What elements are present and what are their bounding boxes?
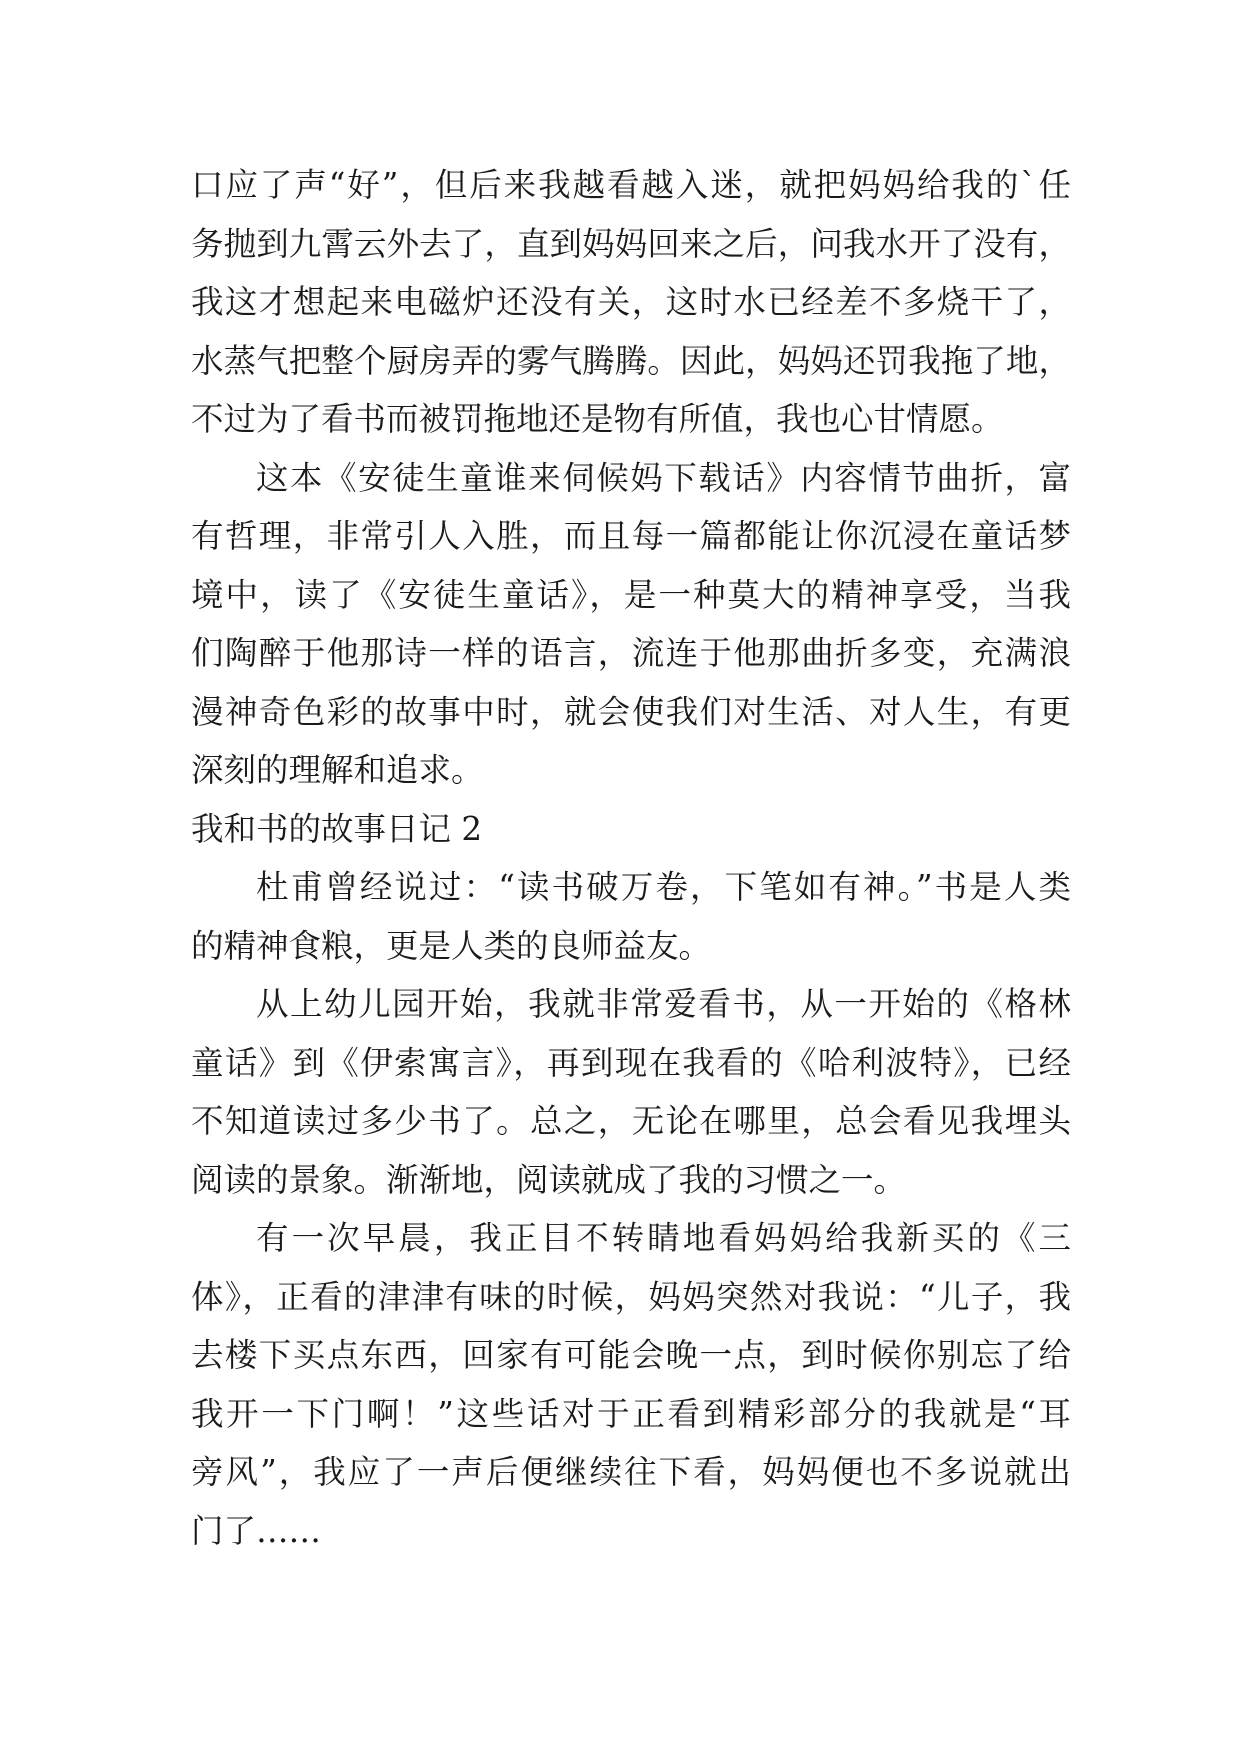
text-line: 有一次早晨，我正目不转睛地看妈妈给我新买的《三 <box>256 1219 1071 1257</box>
text-line: 水蒸气把整个厨房弄的雾气腾腾。因此，妈妈还罚我拖了地， <box>191 341 1071 380</box>
text-line: 们陶醉于他那诗一样的语言，流连于他那曲折多变，充满浪 <box>191 634 1071 672</box>
text-line: 童话》到《伊索寓言》，再到现在我看的《哈利波特》，已经 <box>191 1043 1071 1082</box>
section-heading: 我和书的故事日记 2 <box>191 809 483 848</box>
text-line: 阅读的景象。渐渐地，阅读就成了我的习惯之一。 <box>191 1160 907 1199</box>
document-body <box>191 156 1071 1560</box>
text-line: 这本《安徒生童谁来伺候妈下载话》内容情节曲折，富 <box>256 458 1071 497</box>
text-line: 我这才想起来电磁炉还没有关，这时水已经差不多烧干了， <box>191 283 1071 321</box>
text-line: 有哲理，非常引人入胜，而且每一篇都能让你沉浸在童话梦 <box>191 517 1071 555</box>
text-line: 深刻的理解和追求。 <box>191 751 484 789</box>
text-line: 务抛到九霄云外去了，直到妈妈回来之后，问我水开了没有， <box>191 224 1071 263</box>
text-line: 的精神食粮，更是人类的良师益友。 <box>191 926 712 965</box>
text-line: 不过为了看书而被罚拖地还是物有所值，我也心甘情愿。 <box>191 400 1004 438</box>
text-line: 境中，读了《安徒生童话》，是一种莫大的精神享受，当我 <box>191 575 1071 614</box>
text-line: 我开一下门啊！”这些话对于正看到精彩部分的我就是“耳 <box>191 1394 1071 1433</box>
text-line: 不知道读过多少书了。总之，无论在哪里，总会看见我埋头 <box>191 1102 1071 1140</box>
text-line: 从上幼儿园开始，我就非常爱看书，从一开始的《格林 <box>256 985 1071 1023</box>
text-line: 门了…… <box>191 1511 322 1550</box>
text-line: 体》，正看的津津有味的时候，妈妈突然对我说：“儿子，我 <box>191 1277 1071 1316</box>
text-line: 旁风”，我应了一声后便继续往下看，妈妈便也不多说就出 <box>191 1453 1071 1491</box>
text-line: 去楼下买点东西，回家有可能会晚一点，到时候你别忘了给 <box>191 1336 1071 1374</box>
text-line: 口应了声“好”，但后来我越看越入迷，就把妈妈给我的`任 <box>191 166 1071 204</box>
text-line: 杜甫曾经说过：“读书破万卷，下笔如有神。”书是人类 <box>256 868 1071 906</box>
text-line: 漫神奇色彩的故事中时，就会使我们对生活、对人生，有更 <box>191 692 1071 731</box>
